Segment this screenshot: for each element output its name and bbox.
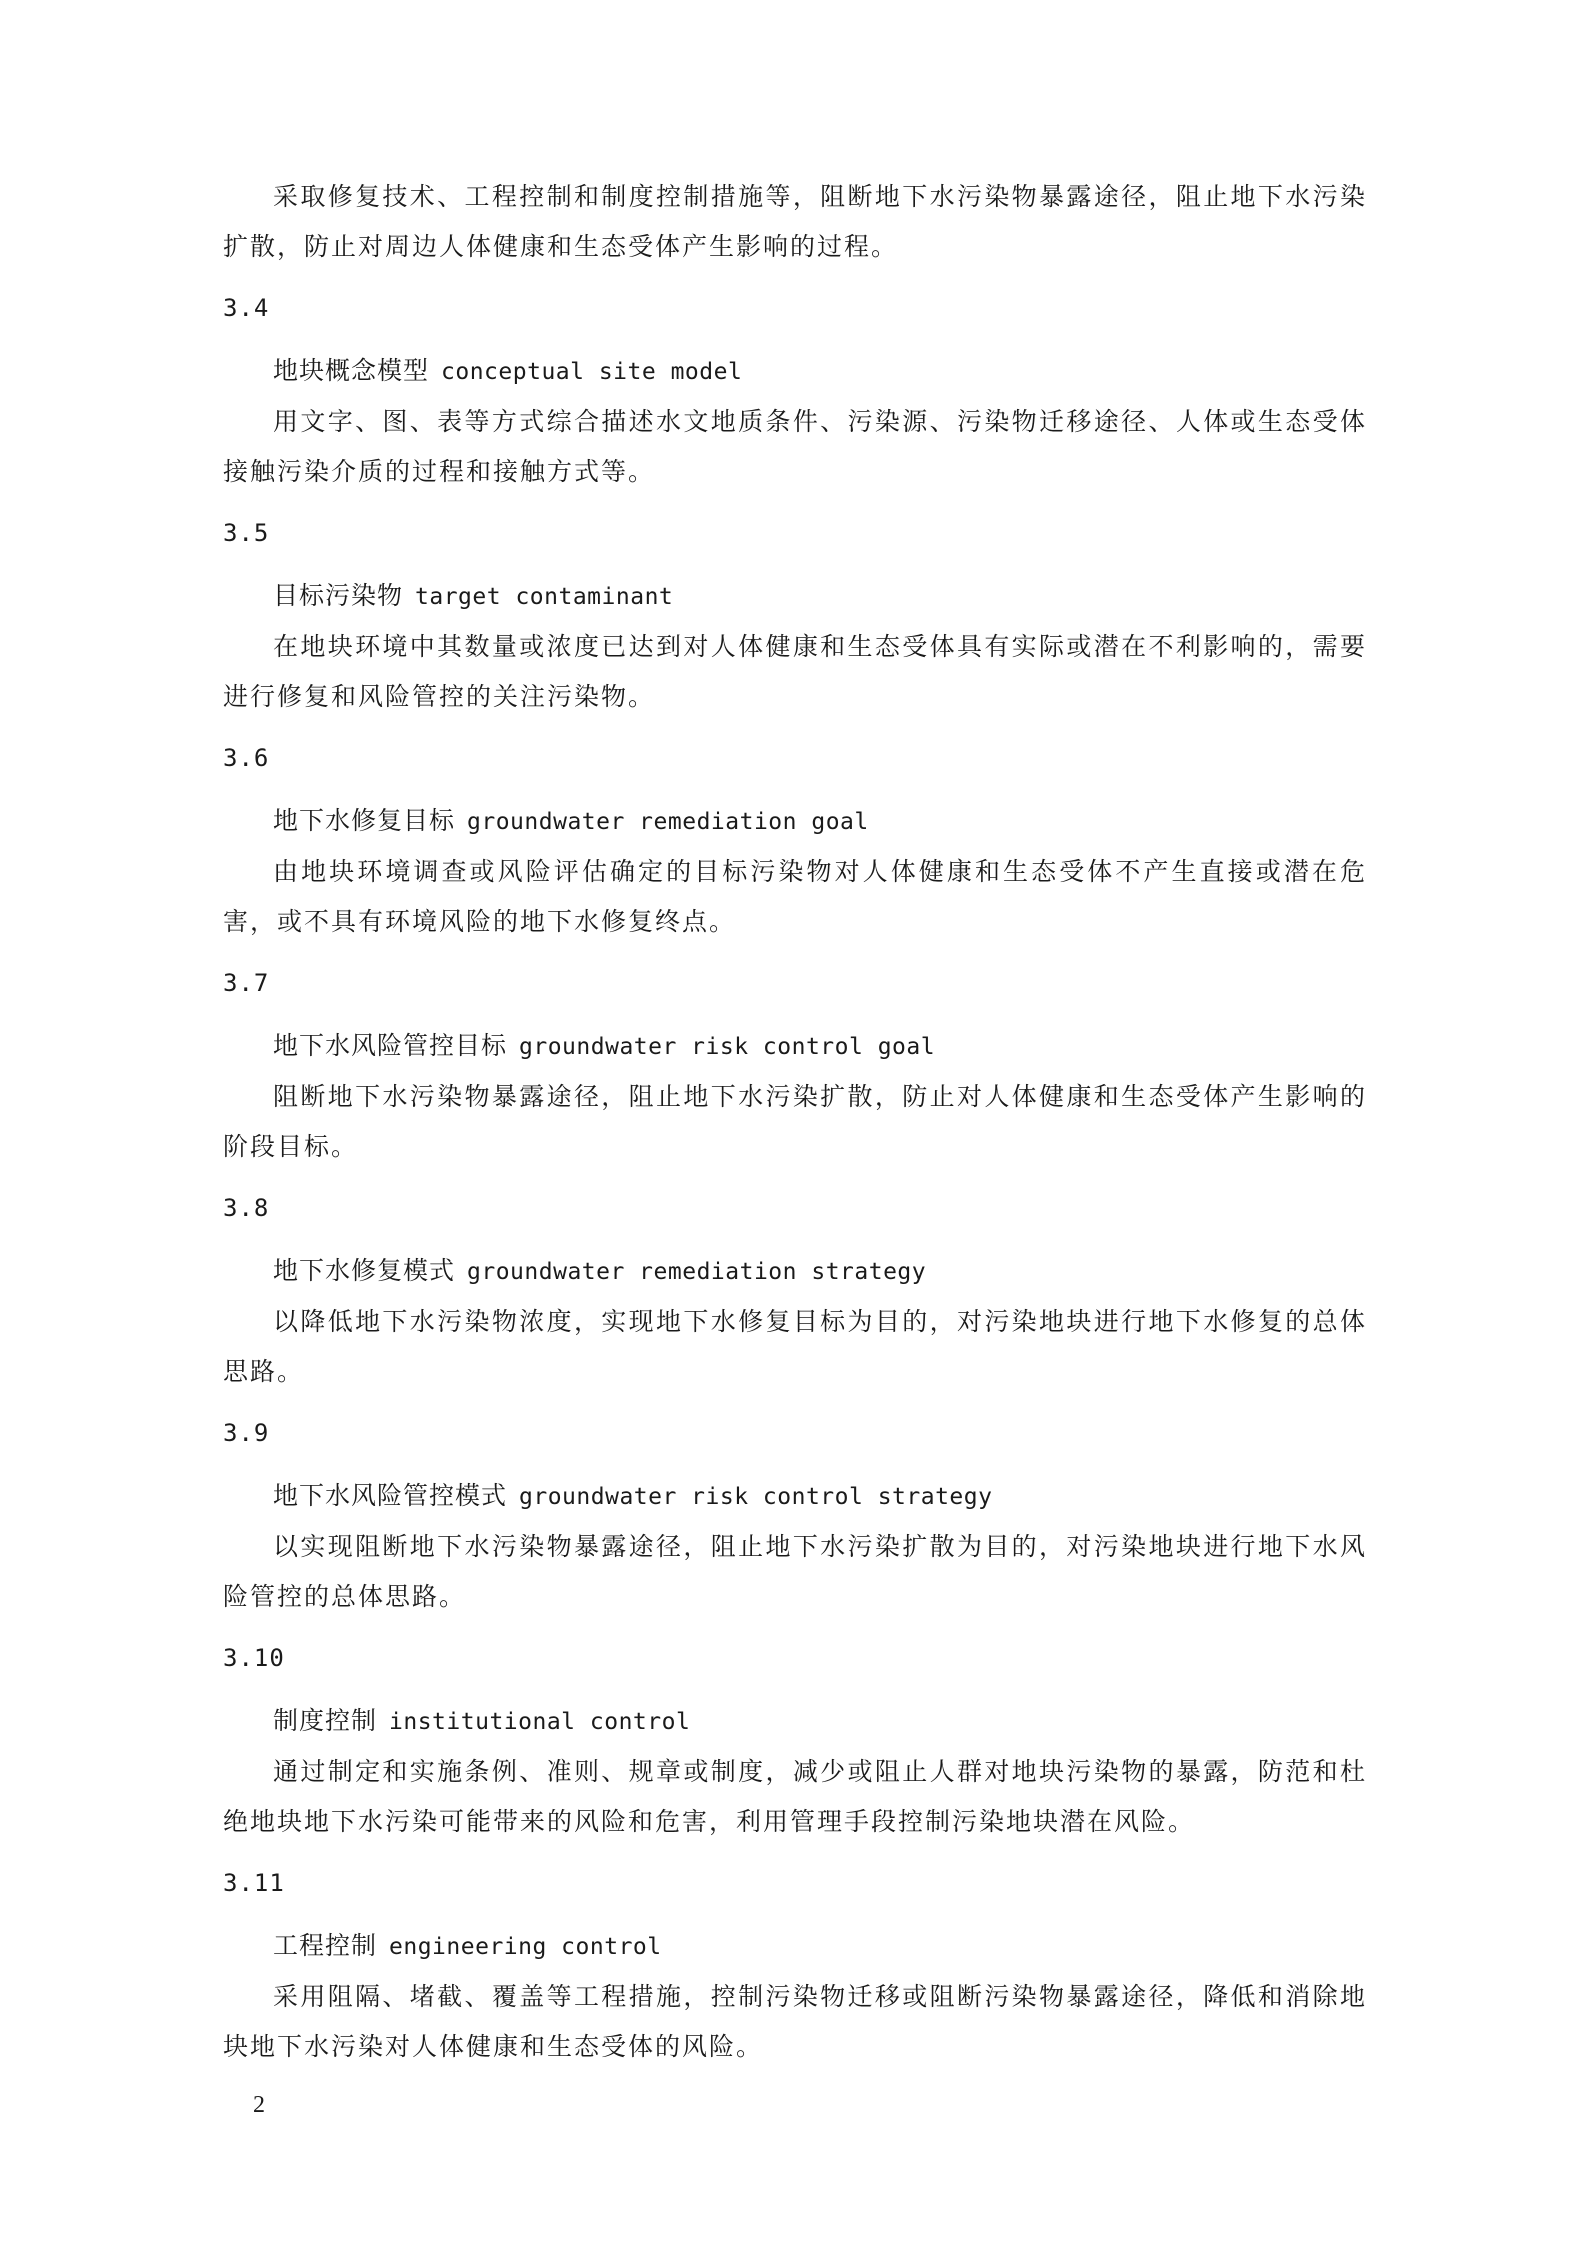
term-heading bbox=[223, 571, 1367, 622]
term-chinese: 地下水风险管控模式 bbox=[273, 1481, 508, 1510]
term-entry-3-9 bbox=[223, 1407, 1367, 1622]
term-english: groundwater remediation goal bbox=[467, 809, 869, 835]
term-heading bbox=[223, 1921, 1367, 1972]
term-definition: 在地块环境中其数量或浓度已达到对人体健康和生态受体具有实际或潜在不利影响的，需要进行修复和风险管控的关注污染物。 bbox=[223, 632, 1367, 711]
term-english: institutional control bbox=[389, 1709, 691, 1735]
term-heading bbox=[223, 1021, 1367, 1072]
term-chinese: 地下水修复目标 bbox=[273, 806, 456, 835]
term-heading bbox=[223, 1696, 1367, 1747]
term-english: groundwater risk control strategy bbox=[519, 1484, 993, 1510]
term-english: groundwater remediation strategy bbox=[467, 1259, 927, 1285]
term-english: target contaminant bbox=[415, 584, 674, 610]
term-entry-3-8 bbox=[223, 1182, 1367, 1397]
page-number: 2 bbox=[253, 2092, 265, 2118]
term-chinese: 制度控制 bbox=[273, 1706, 378, 1735]
term-english: conceptual site model bbox=[441, 359, 743, 385]
term-definition: 阻断地下水污染物暴露途径，阻止地下水污染扩散，防止对人体健康和生态受体产生影响的阶段目标。 bbox=[223, 1082, 1367, 1161]
section-number: 3.8 bbox=[223, 1194, 270, 1222]
term-entry-3-7 bbox=[223, 957, 1367, 1172]
term-entry-3-6 bbox=[223, 732, 1367, 947]
section-number: 3.11 bbox=[223, 1869, 285, 1897]
term-definition: 采用阻隔、堵截、覆盖等工程措施，控制污染物迁移或阻断污染物暴露途径，降低和消除地块地下水污染对人体健康和生态受体的风险。 bbox=[223, 1982, 1367, 2061]
term-chinese: 目标污染物 bbox=[273, 581, 404, 610]
section-number: 3.10 bbox=[223, 1644, 285, 1672]
term-english: groundwater risk control goal bbox=[519, 1034, 936, 1060]
term-chinese: 工程控制 bbox=[273, 1931, 378, 1960]
term-entry-3-11 bbox=[223, 1857, 1367, 2072]
term-entry-3-5 bbox=[223, 507, 1367, 722]
term-chinese: 地下水修复模式 bbox=[273, 1256, 456, 1285]
page-content bbox=[223, 172, 1367, 2074]
term-definition: 以实现阻断地下水污染物暴露途径，阻止地下水污染扩散为目的，对污染地块进行地下水风险管控的总体思路。 bbox=[223, 1532, 1367, 1611]
term-chinese: 地下水风险管控目标 bbox=[273, 1031, 508, 1060]
term-chinese: 地块概念模型 bbox=[273, 356, 430, 385]
section-number: 3.7 bbox=[223, 969, 270, 997]
term-definition: 以降低地下水污染物浓度，实现地下水修复目标为目的，对污染地块进行地下水修复的总体思路。 bbox=[223, 1307, 1367, 1386]
section-number: 3.4 bbox=[223, 294, 270, 322]
term-heading bbox=[223, 796, 1367, 847]
term-english: engineering control bbox=[389, 1934, 662, 1960]
term-heading bbox=[223, 1471, 1367, 1522]
term-heading bbox=[223, 1246, 1367, 1297]
term-entry-3-10 bbox=[223, 1632, 1367, 1847]
section-number: 3.5 bbox=[223, 519, 270, 547]
term-definition: 由地块环境调查或风险评估确定的目标污染物对人体健康和生态受体不产生直接或潜在危害，或不具有环境风险的地下水修复终点。 bbox=[223, 857, 1367, 936]
intro-paragraph: 采取修复技术、工程控制和制度控制措施等，阻断地下水污染物暴露途径，阻止地下水污染扩散，防止对周边人体健康和生态受体产生影响的过程。 bbox=[223, 182, 1367, 261]
term-heading bbox=[223, 346, 1367, 397]
term-definition: 通过制定和实施条例、准则、规章或制度，减少或阻止人群对地块污染物的暴露，防范和杜绝地块地下水污染可能带来的风险和危害，利用管理手段控制污染地块潜在风险。 bbox=[223, 1757, 1367, 1836]
term-definition: 用文字、图、表等方式综合描述水文地质条件、污染源、污染物迁移途径、人体或生态受体接触污染介质的过程和接触方式等。 bbox=[223, 407, 1367, 486]
section-number: 3.6 bbox=[223, 744, 270, 772]
term-entry-3-4 bbox=[223, 282, 1367, 497]
section-number: 3.9 bbox=[223, 1419, 270, 1447]
